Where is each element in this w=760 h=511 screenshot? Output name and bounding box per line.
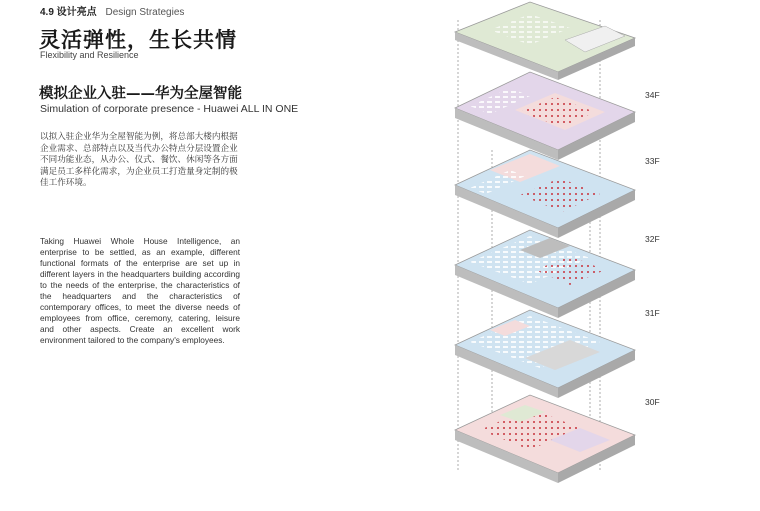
subtitle: 模拟企业入驻——华为全屋智能 (39, 86, 242, 102)
paragraph-english: Taking Huawei Whole House Intelligence, an enterprise to be settled, as an example, different functional formats of the enterprise are set up in different layers in the headquarters building according to the needs of the enterprise, the characteristics of the headquarters and the characteristics of contemporary offices, to meet the diverse needs of employees from office, ceremony, catering, leisure and other aspects. Create an excellent work environment tailored to the company's employees. (40, 236, 240, 345)
section-header (40, 3, 184, 18)
floor-32 (455, 230, 635, 318)
section-title-en: Design Strategies (105, 7, 185, 18)
floor-label-30: 30F (645, 397, 660, 407)
exploded-floor-plan-illustration (430, 0, 645, 511)
floor-30 (455, 395, 635, 483)
floor-label-32: 32F (645, 234, 660, 244)
floor-label-31: 31F (645, 308, 660, 318)
floor-33 (455, 150, 635, 238)
section-number: 4.9 设计亮点 (40, 7, 97, 18)
page-title-en: Flexibility and Resilience (40, 50, 139, 60)
paragraph-chinese: 以拟入驻企业华为全屋智能为例，将总部大楼内根据企业需求、总部特点以及当代办公特点分层设置企业不同功能业态，从办公、仪式、餐饮、休闲等各方面满足员工多样化需求，为企业员工打造量身定制的极佳工作环境。 (40, 132, 238, 189)
floor-label-34: 34F (645, 90, 660, 100)
subtitle-en: Simulation of corporate presence - Huawei ALL IN ONE (40, 103, 299, 115)
floor-label-33: 33F (645, 156, 660, 166)
floor-34 (455, 72, 635, 160)
floor-roof (455, 2, 635, 80)
floor-31 (455, 310, 635, 398)
page-title: 灵活弹性，生长共情 (39, 28, 237, 52)
